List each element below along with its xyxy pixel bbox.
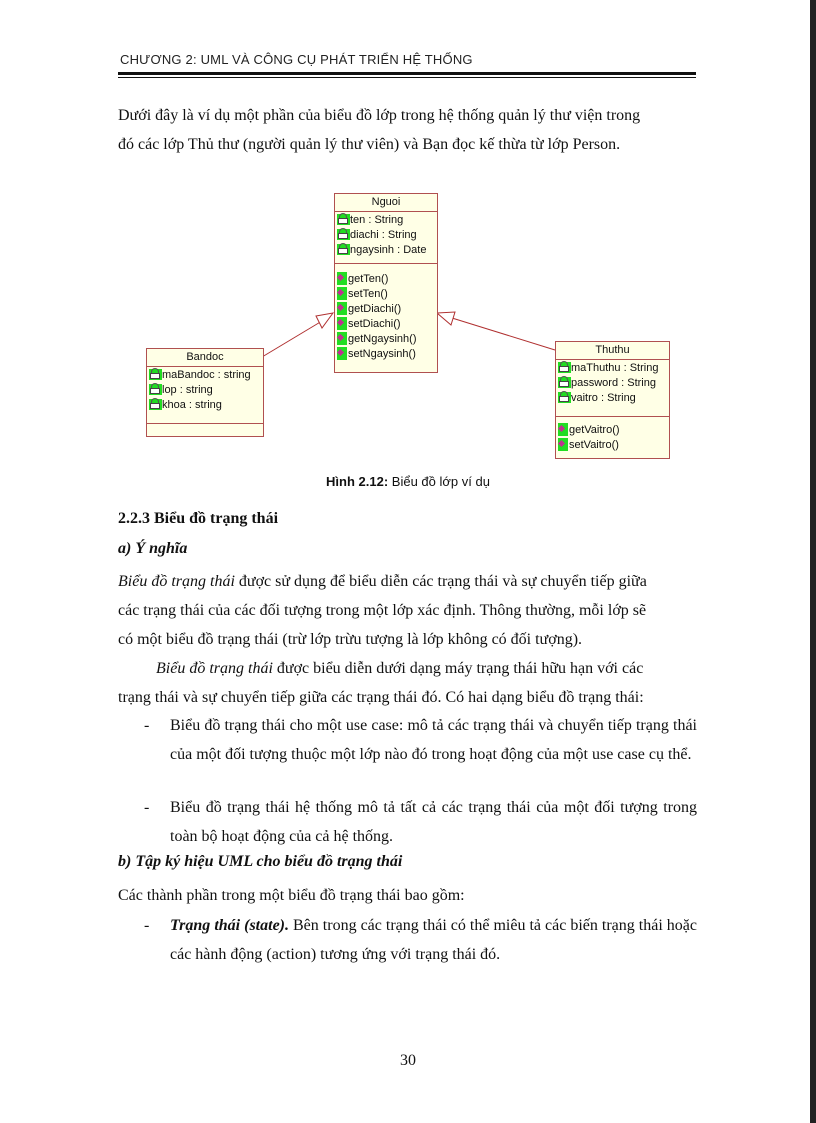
public-operation-icon	[337, 332, 347, 344]
figure-caption-label: Hình 2.12:	[326, 474, 389, 489]
paragraph-2	[118, 654, 698, 712]
paragraph-1	[118, 567, 698, 654]
bullet-dash: -	[144, 717, 150, 734]
operation-row: getNgaysinh()	[337, 332, 437, 347]
intro-line-2: đó các lớp Thủ thư (người quản lý thư viên) và Bạn đọc kế thừa từ lớp Person.	[118, 136, 621, 153]
operation-row: setVaitro()	[558, 438, 669, 453]
operation-row: getDiachi()	[337, 302, 437, 317]
figure-caption	[0, 474, 816, 489]
private-attribute-icon	[149, 368, 162, 380]
bandoc-to-nguoi-link	[262, 321, 322, 357]
bullet-dash: -	[144, 799, 150, 816]
paragraph-1-text: được sử dụng để biểu diễn các trạng thái và sự chuyển tiếp giữa	[234, 573, 647, 590]
running-header: CHƯƠNG 2: UML VÀ CÔNG CỤ PHÁT TRIỂN HỆ THỐNG	[120, 52, 473, 67]
class-bandoc-operations	[147, 424, 263, 428]
bandoc-generalization-arrow	[316, 313, 333, 328]
class-nguoi-name: Nguoi	[335, 194, 437, 212]
attribute-row: khoa : string	[149, 398, 263, 413]
public-operation-icon	[337, 317, 347, 329]
public-operation-icon	[337, 287, 347, 299]
thuthu-to-nguoi-link	[452, 318, 555, 350]
operation-row: setTen()	[337, 287, 437, 302]
class-thuthu-operations	[556, 417, 669, 456]
intro-line-1: Dưới đây là ví dụ một phần của biểu đồ lớp trong hệ thống quản lý thư viện trong	[118, 107, 641, 124]
subsection-b-heading: b) Tập ký hiệu UML cho biểu đồ trạng thái	[118, 853, 403, 870]
paragraph-1-line-3: có một biểu đồ trạng thái (trừ lớp trừu tượng là lớp không có đối tượng).	[118, 631, 583, 648]
bullet-text	[170, 911, 697, 969]
private-attribute-icon	[558, 376, 571, 388]
class-bandoc[interactable]	[146, 348, 264, 437]
private-attribute-icon	[558, 391, 571, 403]
term-state-diagram: Biểu đồ trạng thái	[118, 573, 235, 590]
private-attribute-icon	[337, 243, 350, 255]
term-state-diagram: Biểu đồ trạng thái	[156, 660, 273, 677]
attribute-row: maBandoc : string	[149, 368, 263, 383]
class-bandoc-name: Bandoc	[147, 349, 263, 367]
class-nguoi[interactable]	[334, 193, 438, 373]
paragraph-2-line-1	[118, 654, 698, 683]
paragraph-2-text: được biểu diễn dưới dạng máy trạng thái hữu hạn với các	[272, 660, 644, 677]
operation-row: setNgaysinh()	[337, 347, 437, 362]
operation-row: getVaitro()	[558, 423, 669, 438]
class-thuthu[interactable]	[555, 341, 670, 459]
class-nguoi-attributes	[335, 212, 437, 264]
private-attribute-icon	[149, 383, 162, 395]
class-bandoc-attributes	[147, 367, 263, 424]
attribute-row: vaitro : String	[558, 391, 669, 406]
thuthu-generalization-arrow	[437, 312, 455, 325]
attribute-row: diachi : String	[337, 228, 437, 243]
paragraph-3: Các thành phần trong một biểu đồ trạng thái bao gồm:	[118, 887, 465, 904]
attribute-row: maThuthu : String	[558, 361, 669, 376]
public-operation-icon	[337, 272, 347, 284]
public-operation-icon	[558, 438, 568, 450]
bullet-text: Biểu đồ trạng thái cho một use case: mô tả các trạng thái và chuyển tiếp trạng thái của một đối tượng thuộc một lớp nào đó trong hoạt động của một use case cụ thể.	[170, 717, 697, 763]
bullet-text: Biểu đồ trạng thái hệ thống mô tả tất cả các trạng thái của một đối tượng trong toàn bộ hoạt động của cả hệ thống.	[170, 799, 697, 845]
bullet-rest-text: Bên trong các trạng thái có thể miêu tả các biến trạng thái hoặc các hành động (action) tương ứng với trạng thái đó.	[170, 917, 698, 963]
private-attribute-icon	[337, 213, 350, 225]
public-operation-icon	[337, 347, 347, 359]
subsection-a-heading: a) Ý nghĩa	[118, 540, 188, 557]
paragraph-1-line-1	[118, 567, 698, 596]
public-operation-icon	[337, 302, 347, 314]
paragraph-1-line-2: các trạng thái của các đối tượng trong một lớp xác định. Thông thường, mỗi lớp sẽ	[118, 602, 647, 619]
private-attribute-icon	[149, 398, 162, 410]
operation-row: setDiachi()	[337, 317, 437, 332]
bullet-dash: -	[144, 917, 150, 934]
attribute-row: password : String	[558, 376, 669, 391]
operation-row: getTen()	[337, 272, 437, 287]
private-attribute-icon	[558, 361, 571, 373]
term-state: Trạng thái (state).	[170, 917, 289, 934]
private-attribute-icon	[337, 228, 350, 240]
section-heading: 2.2.3 Biểu đồ trạng thái	[118, 510, 279, 527]
class-nguoi-operations	[335, 264, 437, 365]
figure-caption-text: Biểu đồ lớp ví dụ	[388, 474, 490, 489]
page-number: 30	[400, 1052, 416, 1069]
class-thuthu-attributes	[556, 360, 669, 417]
attribute-row: lop : string	[149, 383, 263, 398]
class-thuthu-name: Thuthu	[556, 342, 669, 360]
public-operation-icon	[558, 423, 568, 435]
paragraph-2-line-2: trạng thái và sự chuyển tiếp giữa các trạng thái đó. Có hai dạng biểu đồ trạng thái:	[118, 689, 644, 706]
attribute-row: ngaysinh : Date	[337, 243, 437, 258]
attribute-row: ten : String	[337, 213, 437, 228]
